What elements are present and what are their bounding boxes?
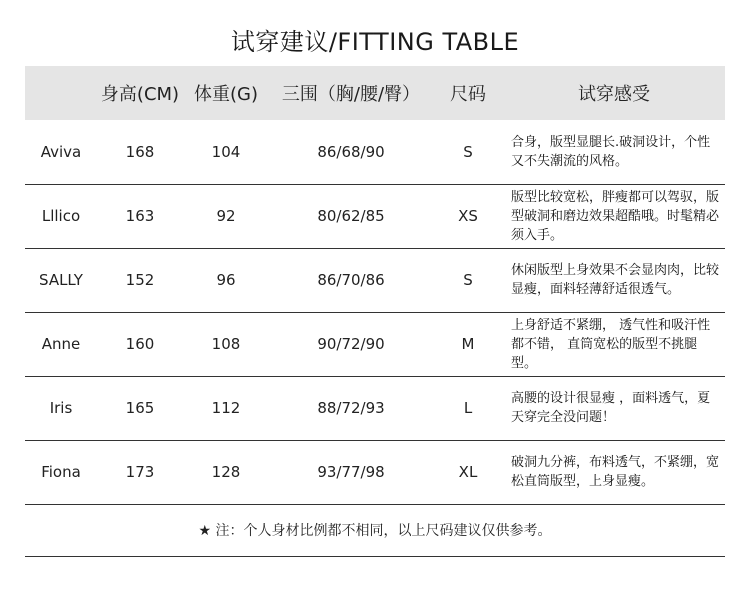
header-name: [25, 66, 97, 120]
cell-name: Iris: [49, 399, 73, 417]
cell-feedback: 破洞九分裤，布料透气，不紧绷，宽松直筒版型，上身显瘦。: [511, 455, 720, 489]
cell-feedback: 休闲版型上身效果不会显肉肉，比较显瘦，面料轻薄舒适很透气。: [511, 263, 720, 297]
cell-feedback: 高腰的设计很显瘦 ，面料透气，夏天穿完全没问题！: [511, 391, 711, 425]
cell-name: Lllico: [41, 207, 81, 225]
cell-feedback: 版型比较宽松，胖瘦都可以驾驭，版型破洞和磨边效果超酷哦。时髦精必须入手。: [511, 189, 720, 243]
cell-weight: 92: [216, 207, 236, 225]
header-weight: 体重(G): [194, 84, 258, 105]
cell-height: 163: [125, 207, 155, 225]
table-row: [25, 184, 725, 248]
cell-size: XL: [458, 463, 478, 481]
cell-feedback: 合身，版型显腿长.破洞设计，个性又不失潮流的风格。: [511, 134, 711, 169]
table-row: [25, 440, 725, 504]
footnote: ★ 注：个人身材比例都不相同，以上尺码建议仅供参考。: [198, 523, 552, 539]
cell-name: Aviva: [40, 142, 82, 161]
cell-name: Anne: [41, 335, 81, 353]
cell-measurements: 80/62/85: [317, 207, 385, 225]
cell-measurements: 93/77/98: [317, 463, 385, 481]
cell-weight: 128: [211, 463, 241, 481]
header-size: 尺码: [450, 84, 486, 105]
cell-height: 160: [125, 335, 155, 353]
fitting-table: [25, 66, 725, 557]
cell-size: XS: [458, 207, 478, 225]
table-row: [25, 376, 725, 440]
table-row: [25, 120, 725, 184]
cell-measurements: 88/72/93: [317, 399, 385, 417]
cell-weight: 108: [211, 335, 241, 353]
cell-height: 168: [125, 142, 155, 161]
cell-height: 173: [125, 463, 155, 481]
note-row: [25, 504, 725, 556]
header-height: 身高(CM): [100, 84, 180, 105]
cell-height: 152: [125, 271, 155, 289]
cell-size: S: [463, 142, 473, 161]
cell-size: M: [461, 335, 475, 353]
cell-height: 165: [125, 399, 155, 417]
table-row: [25, 248, 725, 312]
cell-measurements: 86/70/86: [317, 271, 385, 289]
header-feedback: 试穿感受: [578, 84, 650, 105]
cell-measurements: 90/72/90: [317, 335, 385, 353]
cell-weight: 112: [211, 399, 241, 417]
page-title: 试穿建议/FITTING TABLE: [230, 28, 520, 56]
cell-weight: 104: [211, 142, 241, 161]
cell-size: L: [463, 399, 473, 417]
header-row: [25, 66, 725, 120]
cell-name: Fiona: [41, 463, 81, 481]
cell-feedback: 上身舒适不紧绷， 透气性和吸汗性都不错， 直筒宽松的版型不挑腿型。: [511, 317, 711, 371]
cell-measurements: 86/68/90: [317, 142, 385, 161]
table-row: [25, 312, 725, 376]
cell-name: SALLY: [39, 271, 83, 289]
header-measurements: 三围（胸/腰/臀）: [281, 84, 421, 105]
cell-size: S: [463, 271, 473, 289]
cell-weight: 96: [216, 271, 236, 289]
